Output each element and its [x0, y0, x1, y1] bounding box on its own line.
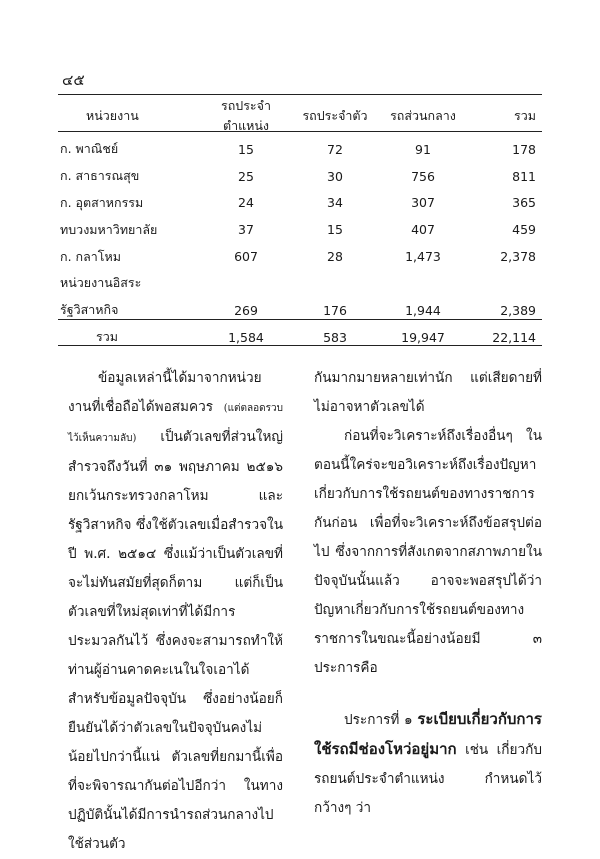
paragraph-gap: [314, 683, 542, 705]
cell-value: 37: [238, 222, 254, 238]
cell-value: 756: [411, 168, 435, 184]
cell-value: [198, 270, 294, 297]
cell-value: 24: [238, 195, 254, 211]
cell-value: 25: [238, 168, 254, 184]
cell-total-value: 1,584: [228, 329, 264, 345]
cell-agency: ทบวงมหาวิทยาลัย: [60, 221, 158, 237]
paragraph: [68, 364, 283, 859]
paragraph-text: เป็นตัวเลขที่ส่วนใหญ่สำรวจถึงวันที่ ๓๑ พฤษภาคม ๒๕๑๖ ยกเว้นกระทรวงกลาโหม และรัฐวิสาหกิจ ซึ่งใช้ตัวเลขเมื่อสำรวจในปี พ.ศ. ๒๕๑๔ ซึ่งแม้ว่าเป็นตัวเลขที่จะไม่ทันสมัยที่สุดก็ตาม แต่ก็เป็นตัวเลขที่ใหม่สุดเท่าที่ได้มีการประมวลกันไว้ ซึ่งคงจะสามารถทำให้ท่านผู้อ่านคาดคะเนในใจเอาได้ สำหรับข้อมูลปัจจุบัน ซึ่งอย่างน้อยก็ยืนยันได้ว่าตัวเลขในปัจจุบันคงไม่น้อยไปกว่านี้แน่ ตัวเลขที่ยกมานี้เพื่อที่จะพิจารณากันต่อไปอีกว่า ในทางปฏิบัตินั้นได้มีการนำรถส่วนกลางไปใช้ส่วนตัว: [68, 429, 283, 852]
cell-total-value: 583: [323, 329, 347, 345]
cell-value: 15: [327, 222, 343, 238]
header-agency: หน่วยงาน: [86, 108, 139, 123]
table-top-rule: [58, 94, 542, 95]
header-total: รวม: [514, 108, 536, 123]
paragraph: [314, 705, 542, 823]
cell-total-value: 19,947: [401, 329, 445, 345]
cell-value: 1,473: [405, 249, 441, 265]
cell-value: 30: [327, 168, 343, 184]
table-row: [58, 270, 542, 297]
cell-value: 1,944: [405, 302, 441, 318]
header-position-car: รถประจำตำแหน่ง: [221, 98, 271, 133]
cell-agency: ก. กลาโหม: [60, 248, 121, 264]
table-header-row: [58, 96, 542, 136]
cell-value: [470, 270, 542, 297]
cell-value: 307: [411, 195, 435, 211]
cell-value: 15: [238, 141, 254, 157]
cell-value: 2,389: [500, 302, 536, 318]
table-row: [58, 190, 542, 217]
point-lead: ประการที่ ๑: [344, 712, 413, 728]
table-row: [58, 136, 542, 163]
table-row: [58, 243, 542, 270]
table-row: [58, 297, 542, 324]
cell-value: 811: [512, 168, 536, 184]
point-heading: ระเบียบเกี่ยวกับการใช้รถมีช่องโหว่อยู่มาก: [314, 710, 542, 758]
cell-agency: รัฐวิสาหกิจ: [60, 302, 119, 318]
cell-agency: ก. พาณิชย์: [60, 141, 119, 157]
table-total-row: [58, 324, 542, 351]
left-text-column: [68, 364, 283, 859]
cell-agency: ก. สาธารณสุข: [60, 168, 140, 184]
cell-value: 459: [512, 222, 536, 238]
cell-agency: หน่วยงานอิสระ: [60, 275, 142, 291]
paragraph: ก่อนที่จะวิเคราะห์ถึงเรื่องอื่นๆ ในตอนนี้ใคร่จะขอวิเคราะห์ถึงเรื่องปัญหาเกี่ยวกับการใช้รถยนต์ของทางราชการกันก่อน เพื่อที่จะวิเคราะห์ถึงข้อสรุปต่อไป ซึ่งจากการที่สังเกตจากสภาพภายในปัจจุบันนั้นแล้ว อาจจะพอสรุปได้ว่า ปัญหาเกี่ยวกับการใช้รถยนต์ของทางราชการในขณะนี้อย่างน้อยมี ๓ ประการคือ: [314, 428, 542, 676]
cell-value: 176: [323, 302, 347, 318]
cell-value: 607: [234, 249, 258, 265]
header-personal-car: รถประจำตัว: [302, 108, 368, 123]
paragraph: กันมากมายหลายเท่านัก แต่เสียดายที่ไม่อาจหาตัวเลขได้: [314, 370, 542, 415]
cell-value: [376, 270, 470, 297]
cell-total-label: รวม: [96, 329, 118, 345]
cell-total-value: 22,114: [492, 329, 536, 345]
cell-value: 91: [415, 141, 431, 157]
cell-value: [294, 270, 376, 297]
cell-value: 72: [327, 141, 343, 157]
cell-value: 365: [512, 195, 536, 211]
paragraph-text: ข้อมูลเหล่านี้ได้มาจากหน่วยงานที่เชื่อถือได้พอสมควร: [68, 370, 262, 415]
paragraph-text: เช่น เกี่ยวกับรถยนต์ประจำตำแหน่ง กำหนดไว้กว้างๆ ว่า: [314, 742, 543, 816]
parenthetical-note: (แต่ตลอดรวบไว้เห็นความลับ): [68, 403, 283, 444]
cell-value: 178: [512, 141, 536, 157]
table-row: [58, 163, 542, 190]
table-row: [58, 216, 542, 243]
page-number: ๔๕: [62, 71, 85, 89]
cell-value: 269: [234, 302, 258, 318]
cell-value: 2,378: [500, 249, 536, 265]
cell-value: 28: [327, 249, 343, 265]
cell-agency: ก. อุตสาหกรรม: [60, 194, 144, 210]
vehicle-table: [58, 96, 542, 351]
cell-value: 34: [327, 195, 343, 211]
header-central-car: รถส่วนกลาง: [390, 108, 456, 123]
cell-value: 407: [411, 222, 435, 238]
right-text-column: [314, 364, 542, 823]
